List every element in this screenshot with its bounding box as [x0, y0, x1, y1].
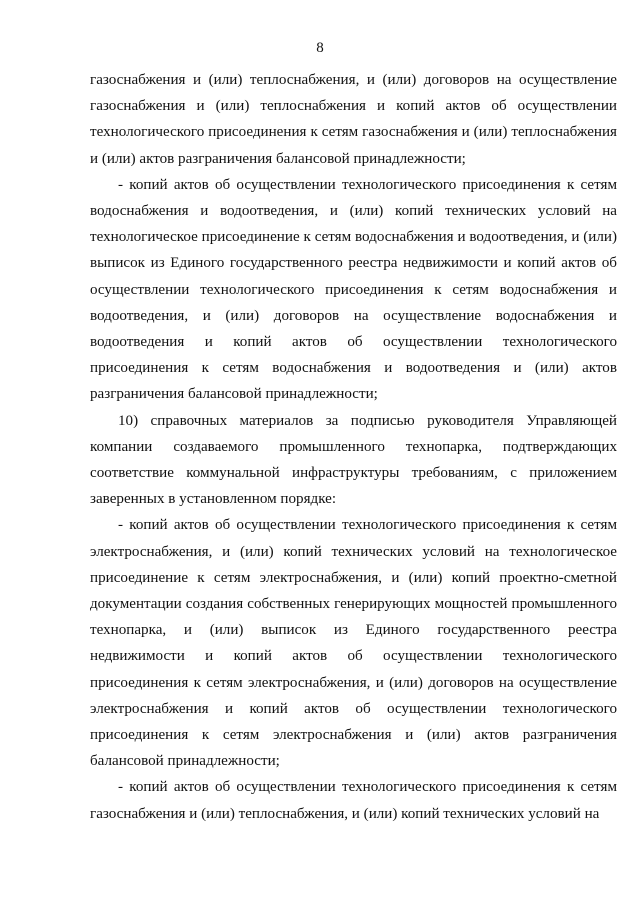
page-number: 8 [316, 40, 324, 56]
paragraph-item-10-reference-materials: 10) справочных материалов за подписью руководителя Управляющей компании создаваемого промышленного технопарка, подтверждающих соответствие коммунальной инфраструктуры требованиям, с приложением заверенных в установленном порядке: [90, 412, 617, 508]
paragraph-electricity-supply-acts: - копий актов об осуществлении технологического присоединения к сетям электроснабжения, и (или) копий технических условий на технологическое присоединение к сетям электроснабжения, и (или) копий проектно-сметной документации создания собственных генерирующих мощностей промышленного технопарка, и (или) выписок из Единого государственного реестра недвижимости и копий актов об осуществлении технологического присоединения к сетям электроснабжения, и (или) договоров на осуществление электроснабжения и копий актов об осуществлении технологического присоединения к сетям электроснабжения и (или) актов разграничения балансовой принадлежности; [90, 517, 617, 770]
paragraph-gas-heat-acts: - копий актов об осуществлении технологического присоединения к сетям газоснабжения и (или) теплоснабжения, и (или) копий технических условий на [90, 779, 617, 822]
paragraph-water-supply-acts: - копий актов об осуществлении технологического присоединения к сетям водоснабжения и водоотведения, и (или) копий технических условий на технологическое присоединение к сетям водоснабжения и водоотведения, и (или) выписок из Единого государственного реестра недвижимости и копий актов об осуществлении технологического присоединения к сетям водоснабжения и водоотведения, и (или) договоров на осуществление водоснабжения и водоотведения и копий актов об осуществлении технологического присоединения к сетям водоснабжения и водоотведения и (или) актов разграничения балансовой принадлежности; [90, 176, 617, 403]
document-body [90, 67, 617, 827]
paragraph-gas-heat-continuation: газоснабжения и (или) теплоснабжения, и (или) договоров на осуществление газоснабжения и (или) теплоснабжения и копий актов об осуществлении технологического присоединения к сетям газоснабжения и (или) теплоснабжения и (или) актов разграничения балансовой принадлежности; [90, 72, 617, 167]
